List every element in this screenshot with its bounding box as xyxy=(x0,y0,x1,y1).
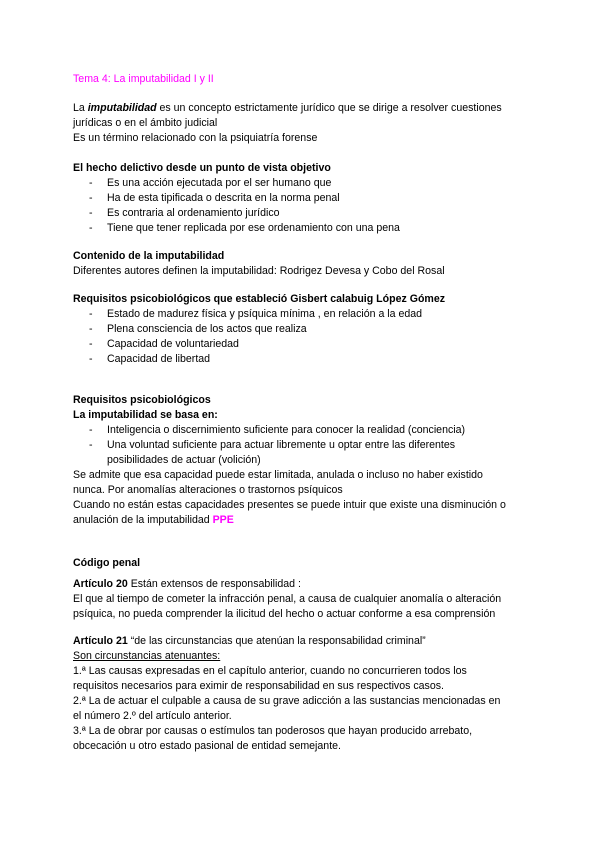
list-item: - Estado de madurez física y psíquica mínima , en relación a la edad xyxy=(73,307,543,322)
section-gisbert xyxy=(73,292,543,367)
section-requisitos-subheading: La imputabilidad se basa en: xyxy=(73,409,218,421)
list-item: - Tiene que tener replicada por ese ordenamiento con una pena xyxy=(73,221,543,236)
requisitos-p1-line2: nunca. Por anomalías alteraciones o trastornos psíquicos xyxy=(73,484,343,496)
art21-label: Artículo 21 xyxy=(73,635,128,647)
list-item: - Capacidad de voluntariedad xyxy=(73,337,543,352)
articulo-20 xyxy=(73,577,543,622)
articulo-21 xyxy=(73,634,543,754)
art21-rest: “de las circunstancias que atenúan la responsabilidad criminal” xyxy=(127,635,426,647)
intro-post: es un concepto estrictamente jurídico que se dirige a resolver cuestiones xyxy=(156,102,502,114)
list-item-line1: - Una voluntad suficiente para actuar libremente u optar entre las diferentes xyxy=(107,439,456,451)
list-item-line2: posibilidades de actuar (volición) xyxy=(107,454,261,466)
section-hecho-heading: El hecho delictivo desde un punto de vista objetivo xyxy=(73,162,331,174)
art20-rest: Están extensos de responsabilidad : xyxy=(127,578,301,590)
art20-line2: El que al tiempo de cometer la infracción penal, a causa de cualquier anomalía o alteración xyxy=(73,593,502,605)
section-gisbert-list xyxy=(73,307,543,367)
list-item: - Inteligencia o discernimiento suficiente para conocer la realidad (conciencia) xyxy=(73,423,543,438)
art20-label: Artículo 20 xyxy=(73,578,128,590)
intro-paragraph xyxy=(73,101,543,146)
atenuantes-heading: Son circunstancias atenuantes: xyxy=(73,650,221,662)
intro-line3: Es un término relacionado con la psiquiatría forense xyxy=(73,132,318,144)
list-item: - Plena consciencia de los actos que realiza xyxy=(73,322,543,337)
circunstancia-1-line1: 1.ª Las causas expresadas en el capítulo anterior, cuando no concurrieren todos los xyxy=(73,665,467,677)
circunstancia-2-line2: el número 2.º del artículo anterior. xyxy=(73,710,232,722)
list-item: - Ha de esta tipificada o descrita en la norma penal xyxy=(73,191,543,206)
section-requisitos-heading: Requisitos psicobiológicos xyxy=(73,394,211,406)
list-item: - Es una acción ejecutada por el ser humano que xyxy=(73,176,543,191)
circunstancia-2-line1: 2.ª La de actuar el culpable a causa de su grave adicción a las sustancias mencionadas en xyxy=(73,695,501,707)
intro-line2: jurídicas o en el ámbito judicial xyxy=(73,117,218,129)
circunstancia-3-line1: 3.ª La de obrar por causas o estímulos tan poderosos que hayan producido arrebato, xyxy=(73,725,473,737)
section-codigo-penal xyxy=(73,556,543,571)
circunstancia-1-line2: requisitos necesarios para eximir de responsabilidad en sus respectivos casos. xyxy=(73,680,444,692)
document-title: Tema 4: La imputabilidad I y II xyxy=(73,73,214,85)
ppe-tag: PPE xyxy=(212,514,234,526)
requisitos-p1-line1: Se admite que esa capacidad puede estar limitada, anulada o incluso no haber existido xyxy=(73,469,483,481)
requisitos-p2-line2: anulación de la imputabilidad xyxy=(73,514,213,526)
section-requisitos xyxy=(73,393,543,528)
section-gisbert-heading: Requisitos psicobiológicos que estableció Gisbert calabuig López Gómez xyxy=(73,293,446,305)
list-item: - Capacidad de libertad xyxy=(73,352,543,367)
requisitos-p2-line1: Cuando no están estas capacidades presentes se puede intuir que existe una disminución o xyxy=(73,499,506,511)
list-item: - Es contraria al ordenamiento jurídico xyxy=(73,206,543,221)
section-hecho xyxy=(73,161,543,236)
section-requisitos-list xyxy=(73,423,543,468)
section-hecho-list xyxy=(73,176,543,236)
intro-term: imputabilidad xyxy=(87,102,157,114)
section-contenido xyxy=(73,249,543,279)
section-contenido-text: Diferentes autores definen la imputabilidad: Rodrigez Devesa y Cobo del Rosal xyxy=(73,265,445,277)
codigo-heading: Código penal xyxy=(73,557,141,569)
art20-line3: psíquica, no pueda comprender la ilicitud del hecho o actuar conforme a esa comprensión xyxy=(73,608,496,620)
intro-pre: La xyxy=(73,102,88,114)
section-contenido-heading: Contenido de la imputabilidad xyxy=(73,250,225,262)
list-item xyxy=(73,438,543,468)
circunstancia-3-line2: obcecación u otro estado pasional de entidad semejante. xyxy=(73,740,341,752)
